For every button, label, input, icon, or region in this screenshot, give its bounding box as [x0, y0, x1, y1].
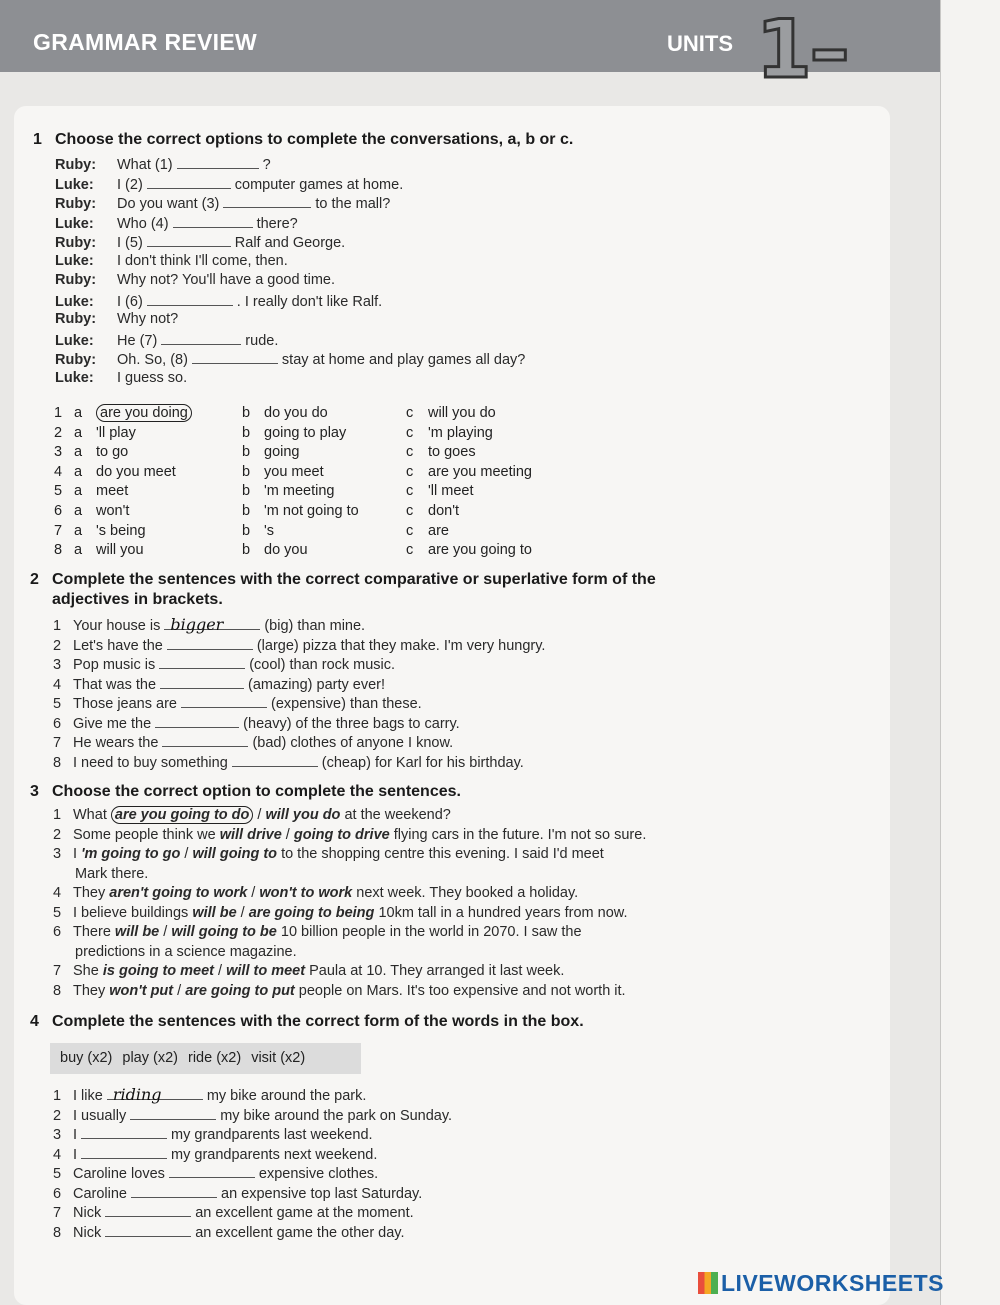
option-letter: b	[242, 444, 251, 461]
answer-blank[interactable]	[159, 654, 245, 669]
sentence-start: What	[73, 807, 107, 823]
sentence-end: (amazing) party ever!	[248, 676, 386, 693]
sentence-start: Some people think we	[73, 826, 216, 843]
q4-word-box	[50, 1043, 361, 1074]
sentence-end: my bike around the park.	[206, 1088, 367, 1104]
page-title: GRAMMAR REVIEW	[33, 29, 257, 55]
option-1[interactable]: won't put	[109, 982, 174, 999]
option-number: 6	[54, 503, 63, 519]
sentence-start: Nick	[73, 1205, 102, 1221]
sentence-start: I believe buildings	[73, 904, 189, 921]
dialogue-blank[interactable]	[147, 291, 233, 306]
item-number: 1	[53, 1088, 62, 1104]
sentence-row	[53, 1144, 377, 1165]
option-b[interactable]: going	[264, 444, 300, 461]
dialogue-blank[interactable]	[192, 349, 278, 364]
answer-blank[interactable]	[131, 1183, 217, 1198]
option-a[interactable]: are you doing	[96, 404, 192, 422]
sentence-start: There	[73, 924, 111, 940]
option-b-cell	[242, 463, 324, 483]
item-number: 8	[53, 754, 62, 771]
option-b-cell	[242, 404, 328, 424]
speaker-name: Luke:	[55, 252, 94, 269]
sentence-end: an excellent game at the moment.	[195, 1205, 414, 1221]
option-separator: /	[236, 904, 249, 921]
answer-blank[interactable]	[162, 732, 248, 747]
dialogue-text-after: to the mall?	[315, 196, 391, 212]
sentence-start: I	[73, 1127, 78, 1143]
option-c-cell	[406, 404, 496, 424]
dialogue-blank[interactable]	[161, 330, 241, 345]
dialogue-text: I (2)	[117, 176, 143, 193]
dialogue-line	[55, 174, 403, 195]
option-2[interactable]: are going to being	[248, 904, 375, 921]
option-letter: a	[74, 405, 83, 421]
option-letter: c	[406, 444, 414, 461]
item-number: 1	[53, 618, 62, 634]
option-number: 2	[54, 424, 63, 441]
option-letter: a	[74, 463, 83, 480]
option-c-cell	[406, 463, 532, 483]
sentence-row	[53, 1183, 422, 1204]
option-c[interactable]: are	[428, 522, 449, 539]
option-1[interactable]: aren't going to work	[109, 885, 248, 901]
option-a-cell	[54, 522, 146, 542]
option-1[interactable]: 'm going to go	[81, 846, 181, 862]
item-number: 7	[53, 963, 62, 979]
dialogue-line	[55, 349, 525, 370]
sentence-row	[53, 693, 422, 714]
dialogue-text-after: there?	[256, 215, 298, 232]
dialogue-line	[55, 330, 278, 351]
option-a[interactable]: will you	[96, 542, 144, 559]
item-number: 4	[53, 885, 62, 901]
sentence-continuation: predictions in a science magazine.	[75, 943, 297, 960]
sentence-start: Caroline loves	[73, 1166, 165, 1182]
dialogue-text: What (1)	[117, 157, 173, 173]
sentence-row	[53, 1202, 414, 1223]
option-number: 1	[54, 405, 63, 421]
option-b-cell	[242, 443, 299, 463]
sentence-start: Caroline	[73, 1185, 127, 1202]
option-1[interactable]: are you going to do	[111, 806, 254, 824]
option-number: 5	[54, 483, 63, 500]
option-2[interactable]: will going to be	[171, 924, 277, 940]
dialogue-text: I (6)	[117, 293, 143, 310]
option-letter: c	[406, 522, 414, 539]
option-1[interactable]: is going to meet	[102, 963, 215, 979]
item-number: 7	[53, 1205, 62, 1221]
answer-blank[interactable]	[105, 1202, 191, 1217]
answer-blank[interactable]	[81, 1124, 167, 1139]
option-letter: c	[406, 483, 414, 500]
option-1[interactable]: will drive	[219, 826, 282, 843]
dialogue-line	[55, 291, 382, 312]
word-box-item: visit (x2)	[251, 1050, 306, 1066]
sentence-row	[53, 1163, 378, 1184]
sentence-end: 10km tall in a hundred years from now.	[378, 904, 628, 921]
option-a[interactable]: 'll play	[96, 424, 136, 441]
dialogue-line	[55, 232, 345, 253]
sentence-end: people on Mars. It's too expensive and not worth it.	[298, 982, 626, 999]
option-separator: /	[180, 846, 193, 862]
option-c[interactable]: 'll meet	[428, 483, 474, 500]
option-letter: c	[406, 503, 414, 519]
sentence-start: I	[73, 846, 78, 862]
dialogue-text: He (7)	[117, 332, 158, 349]
option-separator: /	[214, 963, 227, 979]
speaker-name: Ruby:	[55, 311, 97, 327]
option-b[interactable]: you meet	[264, 463, 324, 480]
speaker-name: Ruby:	[55, 352, 97, 368]
sentence-end: (heavy) of the three bags to carry.	[243, 715, 460, 732]
sentence-end: flying cars in the future. I'm not so sure.	[393, 826, 647, 843]
dialogue-text-after: stay at home and play games all day?	[281, 352, 526, 368]
option-c-cell	[406, 482, 473, 502]
item-number: 2	[53, 1107, 62, 1124]
sentence-start: Those jeans are	[73, 696, 177, 712]
option-c[interactable]: to goes	[428, 444, 476, 461]
answer-blank[interactable]	[181, 693, 267, 708]
q2-number: 2	[30, 571, 39, 588]
answer-blank[interactable]	[130, 1105, 216, 1120]
sentence-start: Pop music is	[73, 657, 156, 673]
option-1[interactable]: will be	[114, 924, 160, 940]
item-number: 7	[53, 735, 62, 751]
dialogue-line	[55, 310, 178, 329]
option-b-cell	[242, 541, 308, 561]
option-letter: b	[242, 522, 251, 539]
speaker-name: Ruby:	[55, 157, 97, 173]
speaker-name: Luke:	[55, 215, 94, 232]
option-a-cell	[54, 443, 128, 463]
dialogue-text-after: computer games at home.	[234, 176, 404, 193]
speaker-name: Luke:	[55, 293, 94, 310]
item-number: 5	[53, 904, 62, 921]
sentence-start: I like	[73, 1088, 103, 1104]
item-number: 8	[53, 982, 62, 999]
item-number: 2	[53, 637, 62, 654]
sentence-end: my grandparents next weekend.	[171, 1146, 378, 1163]
sentence-end: (cool) than rock music.	[249, 657, 396, 673]
sentence-end: an expensive top last Saturday.	[221, 1185, 423, 1202]
option-b[interactable]: going to play	[264, 424, 347, 441]
item-number: 6	[53, 924, 62, 940]
sentence-row	[53, 674, 385, 695]
item-number: 6	[53, 1185, 62, 1202]
item-number: 5	[53, 1166, 62, 1182]
answer-blank[interactable]	[105, 1222, 191, 1237]
option-c[interactable]: are you meeting	[428, 463, 532, 480]
sentence-start: Let's have the	[73, 637, 163, 654]
dialogue-text: I guess so.	[117, 369, 188, 386]
sentence-start: He wears the	[73, 735, 159, 751]
answer-blank[interactable]	[169, 1163, 255, 1178]
sentence-end: an excellent game the other day.	[195, 1224, 405, 1241]
item-number: 3	[53, 846, 62, 862]
sentence-row	[53, 884, 578, 903]
item-number: 5	[53, 696, 62, 712]
option-a-cell	[54, 463, 176, 483]
dialogue-text: Why not?	[117, 311, 179, 327]
sentence-end: (expensive) than these.	[270, 696, 422, 712]
option-b[interactable]: do you do	[264, 405, 328, 421]
option-letter: b	[242, 405, 251, 421]
dialogue-text: I don't think I'll come, then.	[117, 252, 288, 269]
answer-blank[interactable]	[160, 674, 244, 689]
sentence-row	[53, 1105, 452, 1126]
sentence-row	[53, 1222, 405, 1243]
dialogue-text-after: rude.	[245, 332, 279, 349]
sentence-end: next week. They booked a holiday.	[356, 885, 579, 901]
option-a[interactable]: 's being	[96, 522, 146, 539]
option-letter: a	[74, 503, 83, 519]
word-box-item: ride (x2)	[188, 1050, 242, 1066]
option-c[interactable]: are you going to	[428, 542, 532, 559]
item-number: 2	[53, 826, 62, 843]
option-letter: b	[242, 503, 251, 519]
sentence-end: Paula at 10. They arranged it last week.	[309, 963, 565, 979]
option-letter: b	[242, 542, 251, 559]
option-a[interactable]: do you meet	[96, 463, 176, 480]
option-a[interactable]: meet	[96, 483, 129, 500]
option-letter: b	[242, 483, 251, 500]
dialogue-blank[interactable]	[223, 193, 311, 208]
sentence-start: Give me the	[73, 715, 152, 732]
sentence-row	[53, 904, 627, 923]
sentence-start: I need to buy something	[73, 754, 228, 771]
dialogue-text: Who (4)	[117, 215, 169, 232]
dialogue-line	[55, 213, 298, 234]
q3-instruction: Choose the correct option to complete the sentences.	[52, 783, 461, 800]
word-box-item: play (x2)	[122, 1050, 178, 1066]
q2-instruction-line1: Complete the sentences with the correct comparative or superlative form of the	[52, 571, 656, 588]
q2-title	[30, 570, 656, 590]
answer-blank[interactable]	[155, 713, 239, 728]
q4-instruction: Complete the sentences with the correct form of the words in the box.	[52, 1013, 584, 1030]
option-c-cell	[406, 424, 493, 444]
option-c-cell	[406, 502, 459, 522]
speaker-name: Luke:	[55, 332, 94, 349]
dialogue-line	[55, 154, 271, 175]
option-number: 3	[54, 444, 63, 461]
option-c-cell	[406, 541, 532, 561]
sentence-start: I	[73, 1146, 78, 1163]
option-b-cell	[242, 424, 346, 444]
q1-title	[33, 130, 573, 150]
units-range: 1–	[756, 3, 848, 96]
q1-instruction: Choose the correct options to complete the conversations, a, b or c.	[55, 131, 574, 148]
option-c[interactable]: will you do	[428, 405, 496, 421]
speaker-name: Luke:	[55, 369, 94, 386]
dialogue-text: Oh. So, (8)	[117, 352, 188, 368]
option-c-cell	[406, 522, 449, 542]
option-letter: b	[242, 424, 251, 441]
option-letter: c	[406, 542, 414, 559]
option-c[interactable]: 'm playing	[428, 424, 493, 441]
answer-blank[interactable]	[81, 1144, 167, 1159]
item-number: 8	[53, 1224, 62, 1241]
option-b[interactable]: do you	[264, 542, 308, 559]
answer-blank[interactable]: riding	[107, 1085, 203, 1100]
liveworksheets-logo	[698, 1270, 944, 1297]
option-separator: /	[173, 982, 186, 999]
sentence-row	[53, 732, 453, 753]
option-c-cell	[406, 443, 476, 463]
option-a-cell	[54, 424, 136, 444]
sentence-row	[53, 1085, 366, 1106]
speaker-name: Ruby:	[55, 235, 97, 251]
option-a-cell	[54, 404, 192, 424]
dialogue-blank[interactable]	[147, 174, 231, 189]
dialogue-text: Do you want (3)	[117, 196, 220, 212]
sentence-start: They	[73, 885, 106, 901]
sentence-end: my bike around the park on Sunday.	[220, 1107, 453, 1124]
option-number: 7	[54, 522, 63, 539]
dialogue-blank[interactable]	[177, 154, 259, 169]
sentence-start: Nick	[73, 1224, 102, 1241]
item-number: 6	[53, 715, 62, 732]
sentence-row	[53, 713, 460, 734]
option-2[interactable]: will going to	[192, 846, 278, 862]
option-letter: a	[74, 522, 83, 539]
sentence-end: (cheap) for Karl for his birthday.	[321, 754, 524, 771]
sentence-row	[53, 635, 545, 656]
item-number: 3	[53, 1127, 62, 1143]
dialogue-line	[55, 193, 390, 214]
option-b-cell	[242, 522, 274, 542]
logo-icon	[698, 1272, 718, 1294]
sentence-start: That was the	[73, 676, 157, 693]
option-a-cell	[54, 541, 144, 561]
page-edge	[940, 0, 1000, 1305]
sentence-start: She	[73, 963, 99, 979]
option-separator: /	[253, 807, 266, 823]
option-2[interactable]: will you do	[265, 807, 341, 823]
option-number: 4	[54, 463, 63, 480]
sentence-row	[53, 615, 365, 636]
sentence-end: (big) than mine.	[264, 618, 366, 634]
dialogue-line	[55, 369, 187, 388]
dialogue-text-after: . I really don't like Ralf.	[236, 293, 383, 310]
q4-title	[30, 1012, 584, 1032]
answer-blank[interactable]	[232, 752, 318, 767]
option-2[interactable]: won't to work	[259, 885, 353, 901]
option-letter: a	[74, 542, 83, 559]
option-c[interactable]: don't	[428, 503, 459, 519]
sentence-row	[53, 845, 604, 864]
item-number: 3	[53, 657, 62, 673]
q4-number: 4	[30, 1013, 39, 1030]
dialogue-blank[interactable]	[147, 232, 231, 247]
option-b-cell	[242, 482, 334, 502]
word-box-item: buy (x2)	[60, 1050, 113, 1066]
q2-title-line2: adjectives in brackets.	[52, 591, 223, 608]
sentence-end: (large) pizza that they make. I'm very hungry.	[256, 637, 546, 654]
speaker-name: Luke:	[55, 176, 94, 193]
sentence-row	[53, 962, 564, 981]
option-a[interactable]: won't	[96, 503, 130, 519]
sentence-start: I usually	[73, 1107, 127, 1124]
q3-number: 3	[30, 783, 39, 800]
q1-number: 1	[33, 131, 42, 148]
dialogue-blank[interactable]	[173, 213, 253, 228]
header-bar	[0, 0, 940, 96]
speaker-name: Ruby:	[55, 272, 97, 288]
option-b[interactable]: 's	[264, 522, 275, 539]
option-letter: a	[74, 424, 83, 441]
item-number: 4	[53, 676, 62, 693]
sentence-end: 10 billion people in the world in 2070. I saw the	[280, 924, 582, 940]
sentence-start: Your house is	[73, 618, 161, 634]
logo-text: LIVEWORKSHEETS	[721, 1270, 944, 1296]
dialogue-text-after: Ralf and George.	[234, 235, 346, 251]
sentence-end: at the weekend?	[344, 807, 451, 823]
sentence-row	[53, 923, 582, 942]
sentence-row	[53, 752, 524, 773]
sentence-end: my grandparents last weekend.	[171, 1127, 373, 1143]
dialogue-text-after: ?	[262, 157, 271, 173]
option-separator: /	[159, 924, 172, 940]
item-number: 1	[53, 807, 62, 823]
option-a[interactable]: to go	[96, 444, 129, 461]
option-b[interactable]: 'm meeting	[264, 483, 335, 500]
sentence-row	[53, 806, 451, 825]
speaker-name: Ruby:	[55, 196, 97, 212]
sentence-row	[53, 1124, 373, 1145]
option-separator: /	[247, 885, 260, 901]
option-a-cell	[54, 502, 129, 522]
option-letter: a	[74, 483, 83, 500]
dialogue-line	[55, 252, 288, 271]
option-letter: c	[406, 463, 414, 480]
units-label: UNITS	[667, 31, 733, 56]
option-letter: b	[242, 463, 251, 480]
option-letter: c	[406, 405, 414, 421]
option-1[interactable]: will be	[192, 904, 237, 921]
item-number: 4	[53, 1146, 62, 1163]
option-2[interactable]: going to drive	[293, 826, 390, 843]
sentence-end: to the shopping centre this evening. I said I'd meet	[281, 846, 604, 862]
sentence-row	[53, 654, 395, 675]
option-separator: /	[281, 826, 294, 843]
option-b[interactable]: 'm not going to	[264, 503, 359, 519]
sentence-end: (bad) clothes of anyone I know.	[252, 735, 454, 751]
option-2[interactable]: are going to put	[185, 982, 295, 999]
option-2[interactable]: will to meet	[226, 963, 306, 979]
q3-title	[30, 782, 461, 802]
sentence-start: They	[73, 982, 106, 999]
option-a-cell	[54, 482, 128, 502]
dialogue-line	[55, 271, 335, 290]
answer-blank[interactable]: bigger	[164, 615, 260, 630]
option-number: 8	[54, 542, 63, 559]
option-letter: c	[406, 424, 414, 441]
option-letter: a	[74, 444, 83, 461]
option-b-cell	[242, 502, 359, 522]
sentence-row	[53, 826, 646, 845]
sentence-end: expensive clothes.	[258, 1166, 379, 1182]
sentence-row	[53, 982, 626, 1001]
sentence-continuation: Mark there.	[75, 865, 149, 882]
answer-blank[interactable]	[167, 635, 253, 650]
dialogue-text: Why not? You'll have a good time.	[117, 272, 335, 288]
dialogue-text: I (5)	[117, 235, 143, 251]
